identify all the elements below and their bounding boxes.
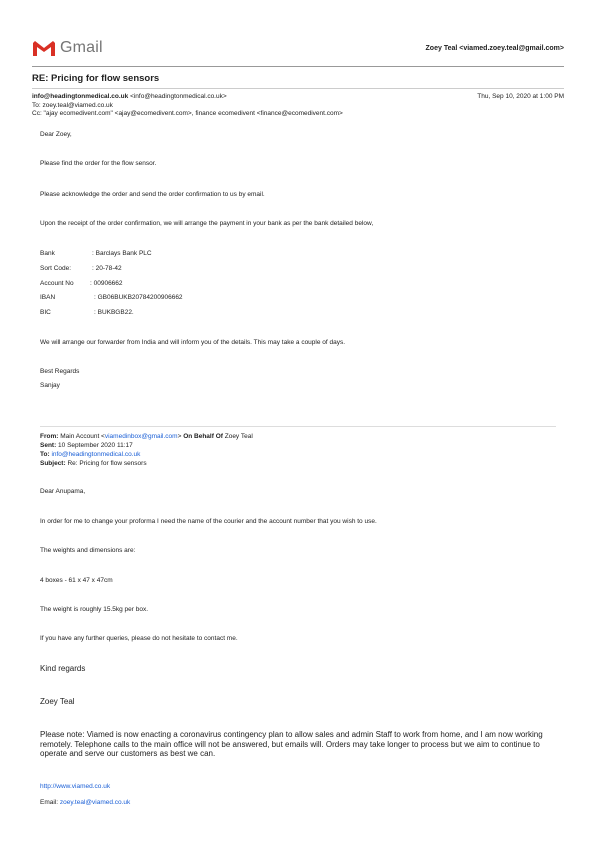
bank-value: : Barclays Bank PLC [92, 250, 152, 257]
bank-value: : GB06BUKB20784200906662 [94, 294, 183, 301]
bank-row [40, 294, 183, 301]
bank-label: IBAN [40, 294, 56, 301]
email-meta [32, 93, 343, 119]
bank-row [40, 250, 152, 257]
from-label: From: [40, 433, 59, 440]
gmail-logo-icon [32, 40, 56, 57]
quoted-to-email-link[interactable]: info@headingtonmedical.co.uk [51, 451, 141, 458]
bank-row [40, 309, 134, 316]
website-link[interactable]: http://www.viamed.co.uk [40, 783, 111, 790]
from-mid: > [177, 433, 184, 440]
bank-value: : BUKBGB22. [94, 309, 134, 316]
subject-label: Subject: [40, 460, 66, 467]
quoted-from-email-link[interactable]: viamedinbox@gmail.com [104, 433, 178, 440]
quoted-subject-line [40, 460, 147, 467]
quoted-line: The weights and dimensions are: [40, 547, 136, 554]
signature-email-link[interactable]: zoey.teal@viamed.co.uk [59, 799, 131, 806]
cc-line: Cc: "ajay ecomedivent.com" <ajay@ecomedivent.com>, finance ecomedivent <finance@ecomedivent.com> [32, 110, 343, 118]
bank-row [40, 265, 122, 272]
bank-label: Account No [40, 280, 74, 287]
bank-row [40, 280, 123, 287]
email-subject: RE: Pricing for flow sensors [32, 73, 160, 84]
body-line: Upon the receipt of the order confirmation, we will arrange the payment in your bank as per the bank detailed below, [40, 220, 374, 227]
from-name: Main Account < [58, 433, 105, 440]
signature-email-line [40, 799, 130, 806]
quoted-to-line [40, 451, 140, 458]
to-line: To: zoey.teal@viamed.co.uk [32, 101, 113, 109]
quoted-sent-line [40, 442, 133, 449]
kind-regards: Kind regards [40, 664, 86, 673]
bank-label: Sort Code: [40, 265, 72, 272]
behalf-label: On Behalf Of [183, 433, 223, 440]
to-label: To: [40, 451, 50, 458]
bank-label: Bank [40, 250, 55, 257]
closing: Best Regards [40, 368, 80, 375]
quoted-line: In order for me to change your proforma I need the name of the courier and the account number that you wish to use. [40, 518, 377, 525]
body-line: Please acknowledge the order and send the order confirmation to us by email. [40, 191, 265, 198]
quote-divider [40, 426, 556, 427]
sender-name: Sanjay [40, 382, 60, 389]
greeting: Dear Zoey, [40, 131, 72, 138]
sent-label: Sent: [40, 442, 57, 449]
email-date: Thu, Sep 10, 2020 at 1:00 PM [477, 93, 564, 100]
bank-value: : 00906662 [90, 280, 123, 287]
subject-value: Re: Pricing for flow sensors [65, 460, 147, 467]
from-rest: <info@headingtonmedical.co.uk> [128, 93, 227, 100]
behalf-name: Zoey Teal [222, 433, 253, 440]
header-divider [32, 66, 564, 67]
quoted-line: 4 boxes - 61 x 47 x 47cm [40, 577, 113, 584]
quoted-line: The weight is roughly 15.5kg per box. [40, 606, 149, 613]
contingency-note: Please note: Viamed is now enacting a coronavirus contingency plan to allow sales and admin Staff to work from home, and I am now working remotely. Telephone calls to the main office will not be answered, but emails will. Orders may take longer to process but we aim to continue to operate and serve our customers as best we can. [40, 730, 543, 758]
signature-name: Zoey Teal [40, 697, 75, 706]
quoted-line: If you have any further queries, please do not hesitate to contact me. [40, 635, 238, 642]
quoted-greeting: Dear Anupama, [40, 488, 86, 495]
sent-value: 10 September 2020 11:17 [56, 442, 133, 449]
quoted-from-line [40, 433, 253, 440]
email-label: Email: [40, 799, 60, 806]
from-address[interactable]: info@headingtonmedical.co.uk [32, 93, 129, 100]
bank-value: : 20-78-42 [92, 265, 122, 272]
body-line: We will arrange our forwarder from India and will inform you of the details. This may take a couple of days. [40, 339, 346, 346]
subject-divider [32, 88, 564, 89]
from-line [32, 93, 343, 102]
account-name: Zoey Teal <viamed.zoey.teal@gmail.com> [425, 45, 564, 52]
body-line: Please find the order for the flow sensor. [40, 160, 157, 167]
bank-label: BIC [40, 309, 51, 316]
gmail-logo-text: Gmail [60, 39, 103, 56]
